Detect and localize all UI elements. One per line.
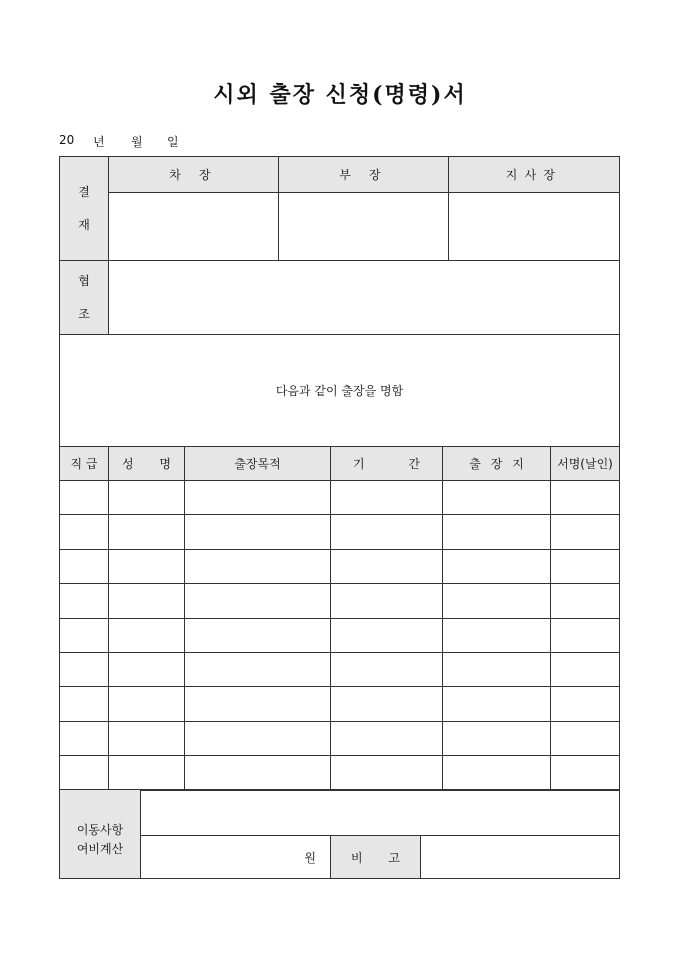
cell-period[interactable] [331,687,443,721]
cell-destination[interactable] [443,756,551,790]
cell-destination[interactable] [443,618,551,652]
table-row [60,481,620,515]
cell-name[interactable] [109,515,185,549]
header-purpose: 출장목적 [185,447,331,481]
cell-signature[interactable] [551,652,620,686]
cell-period[interactable] [331,515,443,549]
table-row [60,515,620,549]
cell-period[interactable] [331,584,443,618]
remarks-field[interactable] [421,836,620,879]
cell-signature[interactable] [551,481,620,515]
trip-table-header [60,447,620,481]
table-row [60,721,620,755]
table-row [60,549,620,583]
cell-signature[interactable] [551,515,620,549]
header-destination: 출 장 지 [443,447,551,481]
header-signature: 서명(날인) [551,447,620,481]
table-row [60,584,620,618]
remarks-label: 비 고 [331,836,421,879]
cell-signature[interactable] [551,584,620,618]
cell-rank[interactable] [60,515,109,549]
header-rank: 직 급 [60,447,109,481]
cell-purpose[interactable] [185,756,331,790]
table-row [60,756,620,790]
cell-rank[interactable] [60,652,109,686]
expense-label: 이동사항 여비계산 [60,790,141,879]
cell-purpose[interactable] [185,584,331,618]
cell-signature[interactable] [551,721,620,755]
approval-label: 결 재 [60,157,109,261]
cell-rank[interactable] [60,584,109,618]
cooperation-label: 협 조 [60,261,109,335]
table-row [60,687,620,721]
cell-rank[interactable] [60,756,109,790]
approval-sign-manager[interactable] [279,193,449,261]
cell-name[interactable] [109,549,185,583]
cell-destination[interactable] [443,481,551,515]
header-period: 기 간 [331,447,443,481]
cell-purpose[interactable] [185,721,331,755]
cell-signature[interactable] [551,618,620,652]
cell-period[interactable] [331,756,443,790]
page-title: 시외 출장 신청(명령)서 [213,82,467,108]
cell-destination[interactable] [443,687,551,721]
cell-signature[interactable] [551,549,620,583]
table-row [60,618,620,652]
cell-name[interactable] [109,584,185,618]
cell-purpose[interactable] [185,549,331,583]
expense-section [59,789,619,879]
approval-header-branch-head: 지사장 [449,157,620,193]
cell-destination[interactable] [443,584,551,618]
cell-purpose[interactable] [185,481,331,515]
date-day-label: 일 [167,135,179,149]
cell-period[interactable] [331,481,443,515]
cell-name[interactable] [109,618,185,652]
cell-period[interactable] [331,549,443,583]
cell-purpose[interactable] [185,618,331,652]
movement-field[interactable] [141,790,620,836]
date-year-label: 년 [93,135,105,149]
cooperation-field[interactable] [109,261,620,335]
amount-field[interactable] [141,836,331,879]
cell-rank[interactable] [60,618,109,652]
date-month-label: 월 [131,135,143,149]
cell-rank[interactable] [60,721,109,755]
cell-rank[interactable] [60,549,109,583]
cell-name[interactable] [109,481,185,515]
trip-table [59,446,619,791]
table-row [60,652,620,686]
order-text: 다음과 같이 출장을 명함 [60,335,620,447]
currency-unit: 원 [304,850,316,865]
cell-purpose[interactable] [185,652,331,686]
cell-destination[interactable] [443,652,551,686]
cell-period[interactable] [331,721,443,755]
date-line [59,133,179,150]
cell-name[interactable] [109,756,185,790]
cell-signature[interactable] [551,756,620,790]
cell-rank[interactable] [60,687,109,721]
header-name: 성 명 [109,447,185,481]
cell-name[interactable] [109,652,185,686]
approval-section [59,156,619,447]
cell-destination[interactable] [443,549,551,583]
cell-rank[interactable] [60,481,109,515]
cell-name[interactable] [109,721,185,755]
date-year-prefix: 20 [59,133,75,147]
cell-name[interactable] [109,687,185,721]
approval-header-deputy: 차 장 [109,157,279,193]
cell-destination[interactable] [443,515,551,549]
cell-period[interactable] [331,618,443,652]
cell-signature[interactable] [551,687,620,721]
cell-destination[interactable] [443,721,551,755]
cell-purpose[interactable] [185,515,331,549]
cell-period[interactable] [331,652,443,686]
cell-purpose[interactable] [185,687,331,721]
approval-sign-branch-head[interactable] [449,193,620,261]
approval-sign-deputy[interactable] [109,193,279,261]
approval-header-manager: 부 장 [279,157,449,193]
